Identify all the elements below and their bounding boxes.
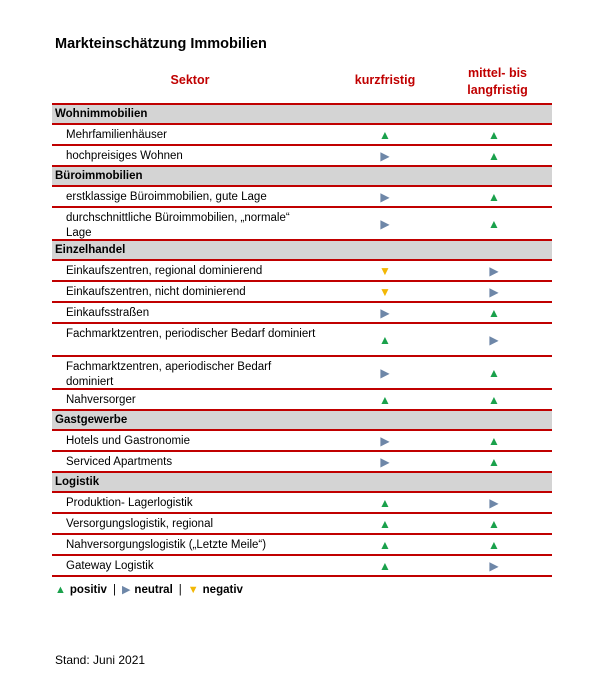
langfristig-cell: [484, 187, 504, 206]
header-langfristig-line2: langfristig: [467, 83, 528, 97]
category-label: Einzelhandel: [55, 244, 126, 256]
sector-label: Mehrfamilienhäuser: [66, 129, 167, 141]
kurzfristig-cell: [375, 535, 395, 554]
langfristig-cell: [484, 146, 504, 165]
table-row: [52, 282, 552, 303]
langfristig-cell: [484, 390, 504, 409]
legend: [55, 583, 243, 596]
triangle-up-icon: ▲: [379, 516, 391, 531]
table-row: [52, 125, 552, 146]
sector-label: Hotels und Gastronomie: [66, 435, 191, 447]
triangle-right-icon: ▶: [380, 189, 390, 204]
langfristig-cell: [484, 208, 504, 239]
sector-label: Serviced Apartments: [66, 456, 173, 468]
langfristig-cell: [484, 282, 504, 301]
sector-label: Nahversorgungslogistik („Letzte Meile“): [66, 539, 267, 551]
header-kurzfristig: kurzfristig: [354, 73, 416, 87]
langfristig-cell: [484, 452, 504, 471]
triangle-right-icon: ▶: [121, 584, 131, 596]
category-row: [52, 167, 552, 187]
category-label: Logistik: [55, 476, 100, 488]
category-row: [52, 473, 552, 493]
triangle-up-icon: ▲: [379, 537, 391, 552]
triangle-right-icon: ▶: [380, 216, 390, 231]
table-row: [52, 261, 552, 282]
triangle-down-icon: ▼: [379, 284, 391, 299]
sector-label: Fachmarktzentren, periodischer Bedarf dominiert: [66, 328, 316, 340]
kurzfristig-cell: [375, 187, 395, 206]
langfristig-cell: [484, 125, 504, 144]
page-title: Markteinschätzung Immobilien: [55, 36, 267, 52]
legend-positiv: positiv: [69, 583, 107, 596]
category-row: [52, 411, 552, 431]
kurzfristig-cell: [375, 357, 395, 388]
table-row: [52, 146, 552, 167]
langfristig-cell: [484, 556, 504, 575]
triangle-right-icon: ▶: [380, 148, 390, 163]
triangle-up-icon: ▲: [379, 495, 391, 510]
triangle-right-icon: ▶: [489, 495, 499, 510]
kurzfristig-cell: [375, 431, 395, 450]
triangle-right-icon: ▶: [380, 305, 390, 320]
table-row: [52, 493, 552, 514]
sector-label: Produktion- Lagerlogistik: [66, 497, 193, 509]
table-row: [52, 303, 552, 324]
sector-label: Nahversorger: [66, 394, 136, 406]
triangle-up-icon: ▲: [379, 332, 391, 347]
category-row: [52, 241, 552, 261]
triangle-up-icon: ▲: [379, 558, 391, 573]
langfristig-cell: [484, 535, 504, 554]
legend-negativ: negativ: [202, 583, 243, 596]
sector-label: Einkaufsstraßen: [66, 307, 150, 319]
sector-label: Fachmarktzentren, aperiodischer Bedarf dominiert: [66, 361, 272, 388]
kurzfristig-cell: [375, 303, 395, 322]
kurzfristig-cell: [375, 514, 395, 533]
triangle-up-icon: ▲: [55, 583, 66, 596]
langfristig-cell: [484, 303, 504, 322]
triangle-down-icon: ▼: [187, 583, 199, 596]
sector-label: erstklassige Büroimmobilien, gute Lage: [66, 191, 267, 203]
langfristig-cell: [484, 357, 504, 388]
legend-separator: |: [112, 583, 116, 596]
langfristig-cell: [484, 431, 504, 450]
sector-label: Einkaufszentren, regional dominierend: [66, 265, 263, 277]
header-langfristig: [450, 65, 545, 99]
triangle-up-icon: ▲: [379, 392, 391, 407]
triangle-down-icon: ▼: [379, 263, 391, 278]
sector-label: hochpreisiges Wohnen: [66, 150, 183, 162]
category-row: [52, 105, 552, 125]
triangle-up-icon: ▲: [488, 305, 500, 320]
langfristig-cell: [484, 324, 504, 355]
kurzfristig-cell: [375, 146, 395, 165]
triangle-right-icon: ▶: [380, 365, 390, 380]
header-langfristig-line1: mittel- bis: [467, 66, 528, 80]
table-row: [52, 324, 552, 357]
langfristig-cell: [484, 514, 504, 533]
header-sektor: Sektor: [170, 73, 210, 87]
table-row: [52, 514, 552, 535]
sector-label: durchschnittliche Büroimmobilien, „normale“ Lage: [66, 212, 290, 239]
table-row: [52, 431, 552, 452]
assessment-table: [52, 103, 552, 577]
triangle-up-icon: ▲: [488, 148, 500, 163]
kurzfristig-cell: [375, 390, 395, 409]
triangle-right-icon: ▶: [489, 263, 499, 278]
langfristig-cell: [484, 493, 504, 512]
sector-label: Gateway Logistik: [66, 560, 154, 572]
triangle-up-icon: ▲: [488, 365, 500, 380]
category-label: Gastgewerbe: [55, 414, 128, 426]
langfristig-cell: [484, 261, 504, 280]
category-label: Büroimmobilien: [55, 170, 143, 182]
kurzfristig-cell: [375, 556, 395, 575]
triangle-up-icon: ▲: [488, 454, 500, 469]
kurzfristig-cell: [375, 282, 395, 301]
triangle-right-icon: ▶: [489, 284, 499, 299]
legend-neutral: neutral: [134, 583, 173, 596]
triangle-up-icon: ▲: [488, 433, 500, 448]
triangle-right-icon: ▶: [380, 454, 390, 469]
triangle-up-icon: ▲: [488, 516, 500, 531]
table-row: [52, 208, 552, 241]
triangle-up-icon: ▲: [488, 189, 500, 204]
category-label: Wohnimmobilien: [55, 108, 148, 120]
triangle-up-icon: ▲: [379, 127, 391, 142]
sector-label: Einkaufszentren, nicht dominierend: [66, 286, 246, 298]
triangle-right-icon: ▶: [489, 332, 499, 347]
kurzfristig-cell: [375, 208, 395, 239]
triangle-up-icon: ▲: [488, 537, 500, 552]
table-row: [52, 452, 552, 473]
stand-date: Stand: Juni 2021: [55, 653, 146, 667]
kurzfristig-cell: [375, 261, 395, 280]
sector-label: Versorgungslogistik, regional: [66, 518, 214, 530]
table-row: [52, 535, 552, 556]
legend-separator: |: [178, 583, 182, 596]
triangle-right-icon: ▶: [489, 558, 499, 573]
triangle-up-icon: ▲: [488, 392, 500, 407]
table-row: [52, 357, 552, 390]
triangle-right-icon: ▶: [380, 433, 390, 448]
kurzfristig-cell: [375, 125, 395, 144]
table-row: [52, 556, 552, 577]
kurzfristig-cell: [375, 493, 395, 512]
table-row: [52, 390, 552, 411]
kurzfristig-cell: [375, 452, 395, 471]
kurzfristig-cell: [375, 324, 395, 355]
triangle-up-icon: ▲: [488, 127, 500, 142]
triangle-up-icon: ▲: [488, 216, 500, 231]
table-row: [52, 187, 552, 208]
